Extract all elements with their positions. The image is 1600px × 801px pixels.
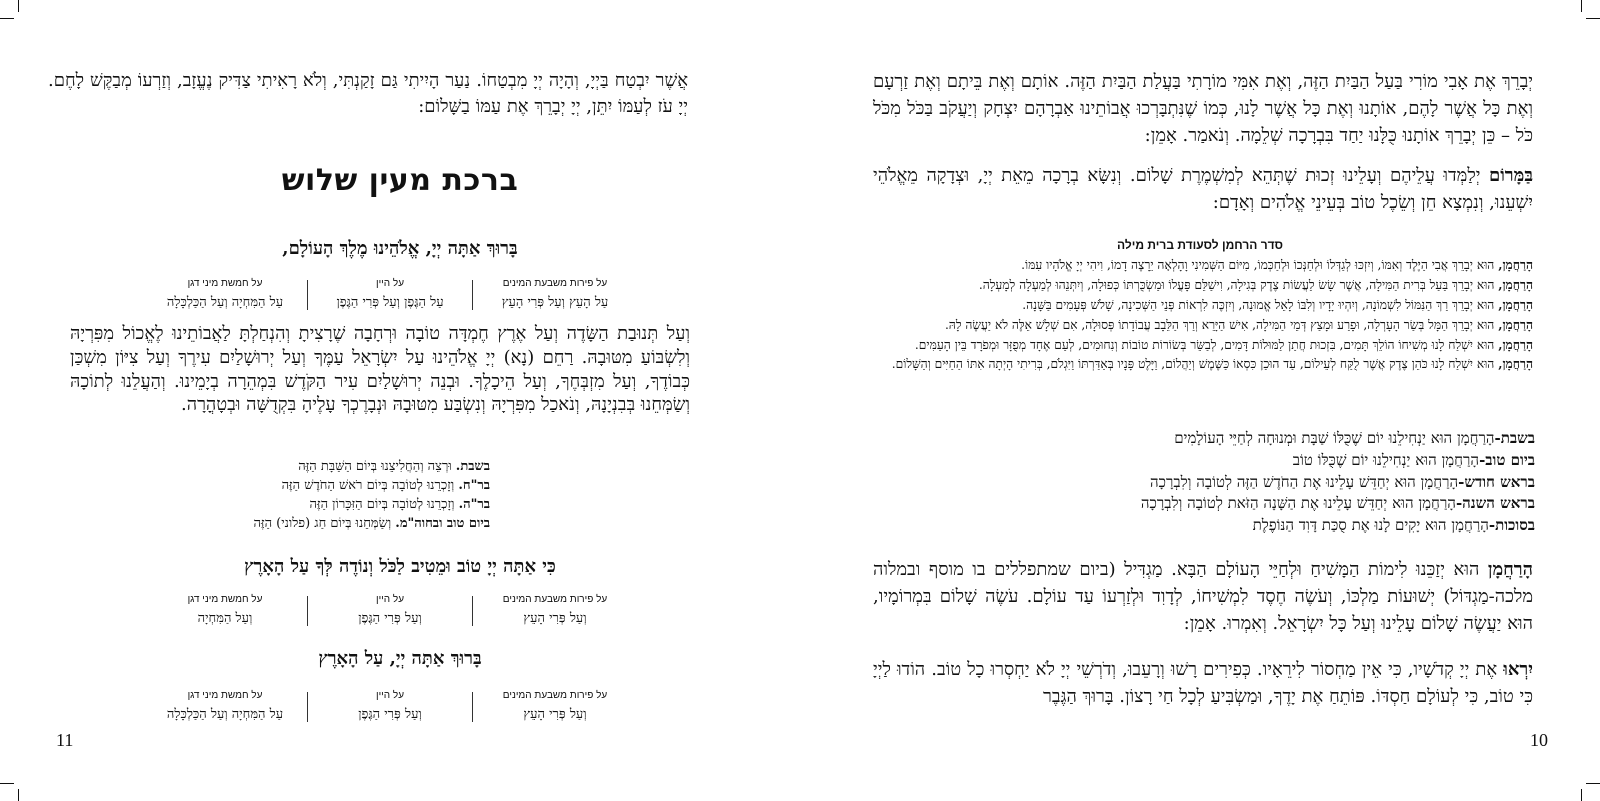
harachaman-line: הָרַחֲמָן, הוּא יְבָרֵךְ רַךְ הַנִּמּוֹל לִשְׁמוֹנָה, וְיִהְיוּ יָדָיו וְלִבּוֹ לָאֵל אֱמוּנָה, וְיִזְכֶּה לִרְאוֹת פְּנֵי הַשְּׁכִינָה, שָׁלֹשׁ פְּעָמִים בַּשָּׁנָה. bbox=[1022, 297, 1533, 312]
choice-grid-3 bbox=[150, 688, 630, 726]
choice-text: וְעַל פְּרִי הַגֶּפֶן bbox=[358, 707, 422, 722]
choice-fruit bbox=[480, 592, 630, 630]
page-title: ברכת מעין שלוש bbox=[281, 163, 519, 198]
harachaman-line: הָרַחֲמָן, הוּא יְבָרֵךְ הַמָּל בְּשַׂר הָעָרְלָה, וּפָרַע וּמָצַץ דְּמֵי הַמִּילָה, אִישׁ הַיָּרֵא וְרַךְ הַלֵּבָב עֲבוֹדָתוֹ פְּסוּלָה, אִם שְׁלָשׁ אֵלֶּה לֹא יַעֲשֶׂה לָהּ. bbox=[944, 317, 1533, 332]
paragraph-text: הוּא יְזַכֵּנוּ לִימוֹת הַמָּשִׁיחַ וּלְחַיֵּי הָעוֹלָם הַבָּא. מַגְדִּיל (ביום שמתפללים בו מוסף ובמלוה מלכה-מַגְדּוֹל) יְשׁוּעוֹת מַלְכּוֹ, וְעֹשֶׂה חֶסֶד לִמְשִׁיחוֹ, לְדָוִד וּלְזַרְעוֹ עַד עוֹלָם. עֹשֶׂה שָׁלוֹם בִּמְרוֹמָיו, הוּא יַעֲשֶׂה שָׁלוֹם עָלֵינוּ וְעַל כָּל יִשְׂרָאֵל. וְאִמְרוּ. אָמֵן: bbox=[873, 559, 1533, 634]
bamarom-paragraph bbox=[873, 162, 1533, 216]
festival-line: ביום טוב-הָרַחֲמָן הוּא יַנְחִילֵנוּ יוֹם שֶׁכֻּלּוֹ טוֹב bbox=[1292, 450, 1535, 469]
main-blessing-paragraph: וְעַל תְּנוּבַת הַשָּׂדֶה וְעַל אֶרֶץ חֶמְדָּה טוֹבָה וּרְחָבָה שֶׁרָצִיתָ וְהִנְחַלְתָּ לַאֲבוֹתֵינוּ לֶאֱכוֹל מִפִּרְיָהּ וְלִשְׂבּוֹעַ מִטּוּבָהּ. רַחֵם (נָא) יְיָ אֱלֹהֵינוּ עַל יִשְׂרָאֵל עַמֶּךָ וְעַל יְרוּשָׁלַיִם עִירֶךָ וְעַל צִיּוֹן מִשְׁכַּן כְּבוֹדֶךָ, וְעַל מִזְבְּחֶךָ, וְעַל הֵיכָלֶךָ. וּבְנֵה יְרוּשָׁלַיִם עִיר הַקֹּדֶשׁ בִּמְהֵרָה בְיָמֵינוּ. וְהַעֲלֵנוּ לְתוֹכָהּ וְשַׂמְּחֵנוּ בְּבִנְיָנָהּ, וְנֹאכַל מִפִּרְיָהּ וְנִשְׂבַּע מִטּוּבָהּ וּנְבָרֶכְךָ עָלֶיהָ בִּקְדֻשָּׁה וּבְטָהֳרָה. bbox=[70, 323, 690, 416]
festival-line: בשבת-הָרַחֲמָן הוּא יַנְחִילֵנוּ יוֹם שֶׁכֻּלּוֹ שַׁבָּת וּמְנוּחָה לְחַיֵּי הָעוֹלָמִים bbox=[1174, 429, 1535, 447]
choice-grain bbox=[150, 688, 300, 726]
right-page bbox=[800, 0, 1600, 801]
choice-text: עַל הָעֵץ וְעַל פְּרִי הָעֵץ bbox=[501, 295, 609, 310]
choice-text: וְעַל הַמִּחְיָה bbox=[197, 611, 253, 626]
yiru-paragraph bbox=[873, 656, 1533, 710]
harachaman-line: הָרַחֲמָן, הוּא יִשְׁלַח לָנוּ כֹּהֵן צֶדֶק אֲשֶׁר לֻקַּח לְעֵילוֹם, עַד הוּכַן כִּסְאוֹ כַּשֶּׁמֶשׁ וְיַהֲלוֹם, וַיָּלֶט פָּנָיו בְּאַדַּרְתּוֹ וַיִּגְלֹם, בְּרִיתִי הָיְתָה אִתּוֹ הַחַיִּים וְהַשָּׁלוֹם. bbox=[891, 357, 1533, 372]
harachaman-line: הָרַחֲמָן, הוּא יְבָרֵךְ אֲבִי הַיֶּלֶד וְאִמּוֹ, וְיִזְכּוּ לְגַדְּלוֹ וּלְחַנְּכוֹ וּלְחַכְּמוֹ, מִיּוֹם הַשְּׁמִינִי וָהָלְאָה יֵרָצֶה דָמוֹ, וִיהִי יְיָ אֱלֹהָיו עִמּוֹ. bbox=[1021, 258, 1533, 272]
closing-verse-paragraph: אֲשֶׁר יִבְטַח בַּיְיָ, וְהָיָה יְיָ מִבְטַחוֹ. נַעַר הָיִיתִי גַּם זָקַנְתִּי, וְלֹא רָאִיתִי צַדִּיק נֶעֱזָב, וְזַרְעוֹ מְבַקֶּשׁ לָחֶם. יְיָ עֹז לְעַמּוֹ יִתֵּן, יְיָ יְבָרֵךְ אֶת עַמּוֹ בַשָּׁלוֹם: bbox=[48, 70, 688, 118]
paragraph-lead-word: יִרְאוּ bbox=[1503, 659, 1533, 680]
choice-grid-1 bbox=[150, 276, 630, 314]
choice-grain bbox=[150, 276, 300, 314]
choice-wine bbox=[315, 592, 465, 630]
choice-label: על פירות משבעת המינים bbox=[502, 594, 608, 605]
page-number: 11 bbox=[56, 730, 74, 750]
choice-divider bbox=[472, 596, 473, 626]
choice-text: וְעַל פְּרִי הַגֶּפֶן bbox=[358, 611, 422, 626]
occasion-line: בר"ה. וְזָכְרֵנוּ לְטוֹבָה בְּיוֹם הַזִּכָּרוֹן הַזֶּה bbox=[309, 496, 490, 512]
choice-label: על חמשת מיני דגן bbox=[187, 690, 263, 701]
final-blessing-line: בָּרוּךְ אַתָּה יְיָ, עַל הָאָרֶץ bbox=[318, 648, 482, 669]
choice-text: עַל הַמִּחְיָה וְעַל הַכַּלְכָּלָה bbox=[166, 295, 284, 310]
choice-text: וְעַל פְּרִי הָעֵץ bbox=[523, 611, 587, 626]
choice-grain bbox=[150, 592, 300, 630]
choice-divider bbox=[472, 692, 473, 722]
occasion-line: בשבת. וּרְצֵה וְהַחֲלִיצֵנוּ בְּיוֹם הַשַּׁבָּת הַזֶּה bbox=[298, 459, 490, 474]
festival-line: בראש חודש-הָרַחֲמָן הוּא יְחַדֵּשׁ עָלֵינוּ אֶת הַחֹדֶשׁ הַזֶּה לְטוֹבָה וְלִבְרָכָה bbox=[1150, 472, 1535, 491]
choice-label: על היין bbox=[375, 278, 405, 289]
occasion-line: בר"ח. וְזָכְרֵנוּ לְטוֹבָה בְּיוֹם רֹאשׁ הַחֹדֶשׁ הַזֶּה bbox=[281, 477, 490, 493]
harachaman-line: הָרַחֲמָן, הוּא יְבָרֵךְ בַּעַל בְּרִית הַמִּילָה, אֲשֶׁר שָׂשׂ לַעֲשׂוֹת צֶדֶק בְּגִילָה, וִישַׁלֵּם פָּעֳלוֹ וּמַשְׂכֻּרְתּוֹ כְּפוּלָה, וְיִתְּנֵהוּ לְמַעְלָה לְמָעְלָה. bbox=[978, 277, 1533, 292]
choice-wine bbox=[315, 276, 465, 314]
choice-label: על פירות משבעת המינים bbox=[502, 278, 608, 289]
choice-fruit bbox=[480, 688, 630, 726]
paragraph-text: אֶת יְיָ קְדֹשָׁיו, כִּי אֵין מַחְסוֹר לִירֵאָיו. כְּפִירִים רָשׁוּ וְרָעֵבוּ, וְדֹרְשֵׁי יְיָ לֹא יַחְסְרוּ כָל טוֹב. הוֹדוּ לַיְיָ כִּי טוֹב, כִּי לְעוֹלָם חַסְדּוֹ. פּוֹתֵחַ אֶת יָדֶךָ, וּמַשְׂבִּיעַ לְכָל חַי רָצוֹן. בָּרוּךְ הַגֶּבֶר bbox=[873, 659, 1533, 707]
section-title: סדר הרחמן לסעודת ברית מילה bbox=[1117, 238, 1283, 252]
messianic-paragraph bbox=[873, 556, 1533, 637]
choice-label: על פירות משבעת המינים bbox=[502, 690, 608, 701]
choice-divider bbox=[307, 596, 308, 626]
choice-label: על היין bbox=[375, 690, 405, 701]
choice-label: על היין bbox=[375, 594, 405, 605]
choice-text: עַל הַגֶּפֶן וְעַל פְּרִי הַגֶּפֶן bbox=[336, 295, 444, 310]
paragraph-lead-word: הָרַחֲמָן bbox=[1487, 559, 1533, 580]
paragraph-text: יְלַמְּדוּ עֲלֵיהֶם וְעָלֵינוּ זְכוּת שֶׁתְּהֵא לְמִשְׁמֶרֶת שָׁלוֹם. וְנִשָּׂא בְרָכָה מֵאֵת יְיָ, וּצְדָקָה מֵאֱלֹהֵי יִשְׁעֵנוּ, וְנִמְצָא חֵן וְשֵׂכֶל טוֹב בְּעֵינֵי אֱלֹהִים וְאָדָם: bbox=[873, 165, 1533, 213]
choice-grid-2 bbox=[150, 592, 630, 630]
choice-divider bbox=[307, 692, 308, 722]
opening-blessing-line: בָּרוּךְ אַתָּה יְיָ, אֱלֹהֵינוּ מֶלֶךְ הָעוֹלָם, bbox=[282, 238, 518, 259]
choice-divider bbox=[307, 280, 308, 310]
occasion-line: ביום טוב ובחוה"מ. וְשַׂמְּחֵנוּ בְּיוֹם חַג (פלוני) הַזֶּה bbox=[253, 515, 490, 531]
harachaman-list bbox=[873, 256, 1533, 375]
choice-divider bbox=[472, 280, 473, 310]
paragraph-lead-word: בַּמָּרוֹם bbox=[1488, 165, 1533, 186]
choice-label: על חמשת מיני דגן bbox=[187, 278, 263, 289]
closing-blessing-line: כִּי אַתָּה יְיָ טוֹב וּמֵטִיב לַכֹּל וְנוֹדֶה לְּךָ עַל הָאָרֶץ bbox=[244, 556, 556, 577]
choice-text: עַל הַמִּחְיָה וְעַל הַכַּלְכָּלָה bbox=[166, 707, 284, 722]
festival-line: בראש השנה-הָרַחֲמָן הוּא יְחַדֵּשׁ עָלֵינוּ אֶת הַשָּׁנָה הַזֹּאת לְטוֹבָה וְלִבְרָכָה bbox=[1140, 494, 1535, 513]
occasion-insertions bbox=[200, 458, 490, 533]
harachaman-line: הָרַחֲמָן, הוּא יִשְׁלַח לָנוּ מְשִׁיחוֹ הוֹלֵךְ תָּמִים, בִּזְכוּת חֲתַן לַמּוּלוֹת דָּמִים, לְבַשֵּׂר בְּשׂוֹרוֹת טוֹבוֹת וְנִחוּמִים, לְעַם אֶחָד מְפֻזָּר וּמְפֹרָד בֵּין הָעַמִּים. bbox=[914, 337, 1533, 352]
choice-text: וְעַל פְּרִי הָעֵץ bbox=[523, 707, 587, 722]
festival-insertions bbox=[1080, 428, 1535, 537]
choice-label: על חמשת מיני דגן bbox=[187, 594, 263, 605]
blessing-hosts-paragraph: יְבָרֵךְ אֶת אָבִי מוֹרִי בַּעַל הַבַּיִת הַזֶּה, וְאֶת אִמִּי מוֹרָתִי בַּעֲלַת הַבַּיִת הַזֶּה. אוֹתָם וְאֶת בֵּיתָם וְאֶת זַרְעָם וְאֶת כָּל אֲשֶׁר לָהֶם, אוֹתָנוּ וְאֶת כָּל אֲשֶׁר לָנוּ, כְּמוֹ שֶׁנִּתְבָּרְכוּ אֲבוֹתֵינוּ אַבְרָהָם יִצְחָק וְיַעֲקֹב בַּכֹּל מִכֹּל כֹּל – כֵּן יְבָרֵךְ אוֹתָנוּ כֻּלָּנוּ יַחַד בִּבְרָכָה שְׁלֵמָה. וְנֹאמַר. אָמֵן: bbox=[873, 71, 1533, 146]
festival-line: בסוכות-הָרַחֲמָן הוּא יָקִים לָנוּ אֶת סֻכַּת דָּוִד הַנּוֹפֶלֶת bbox=[1252, 516, 1535, 534]
choice-fruit bbox=[480, 276, 630, 314]
choice-wine bbox=[315, 688, 465, 726]
page-number: 10 bbox=[1530, 730, 1548, 750]
